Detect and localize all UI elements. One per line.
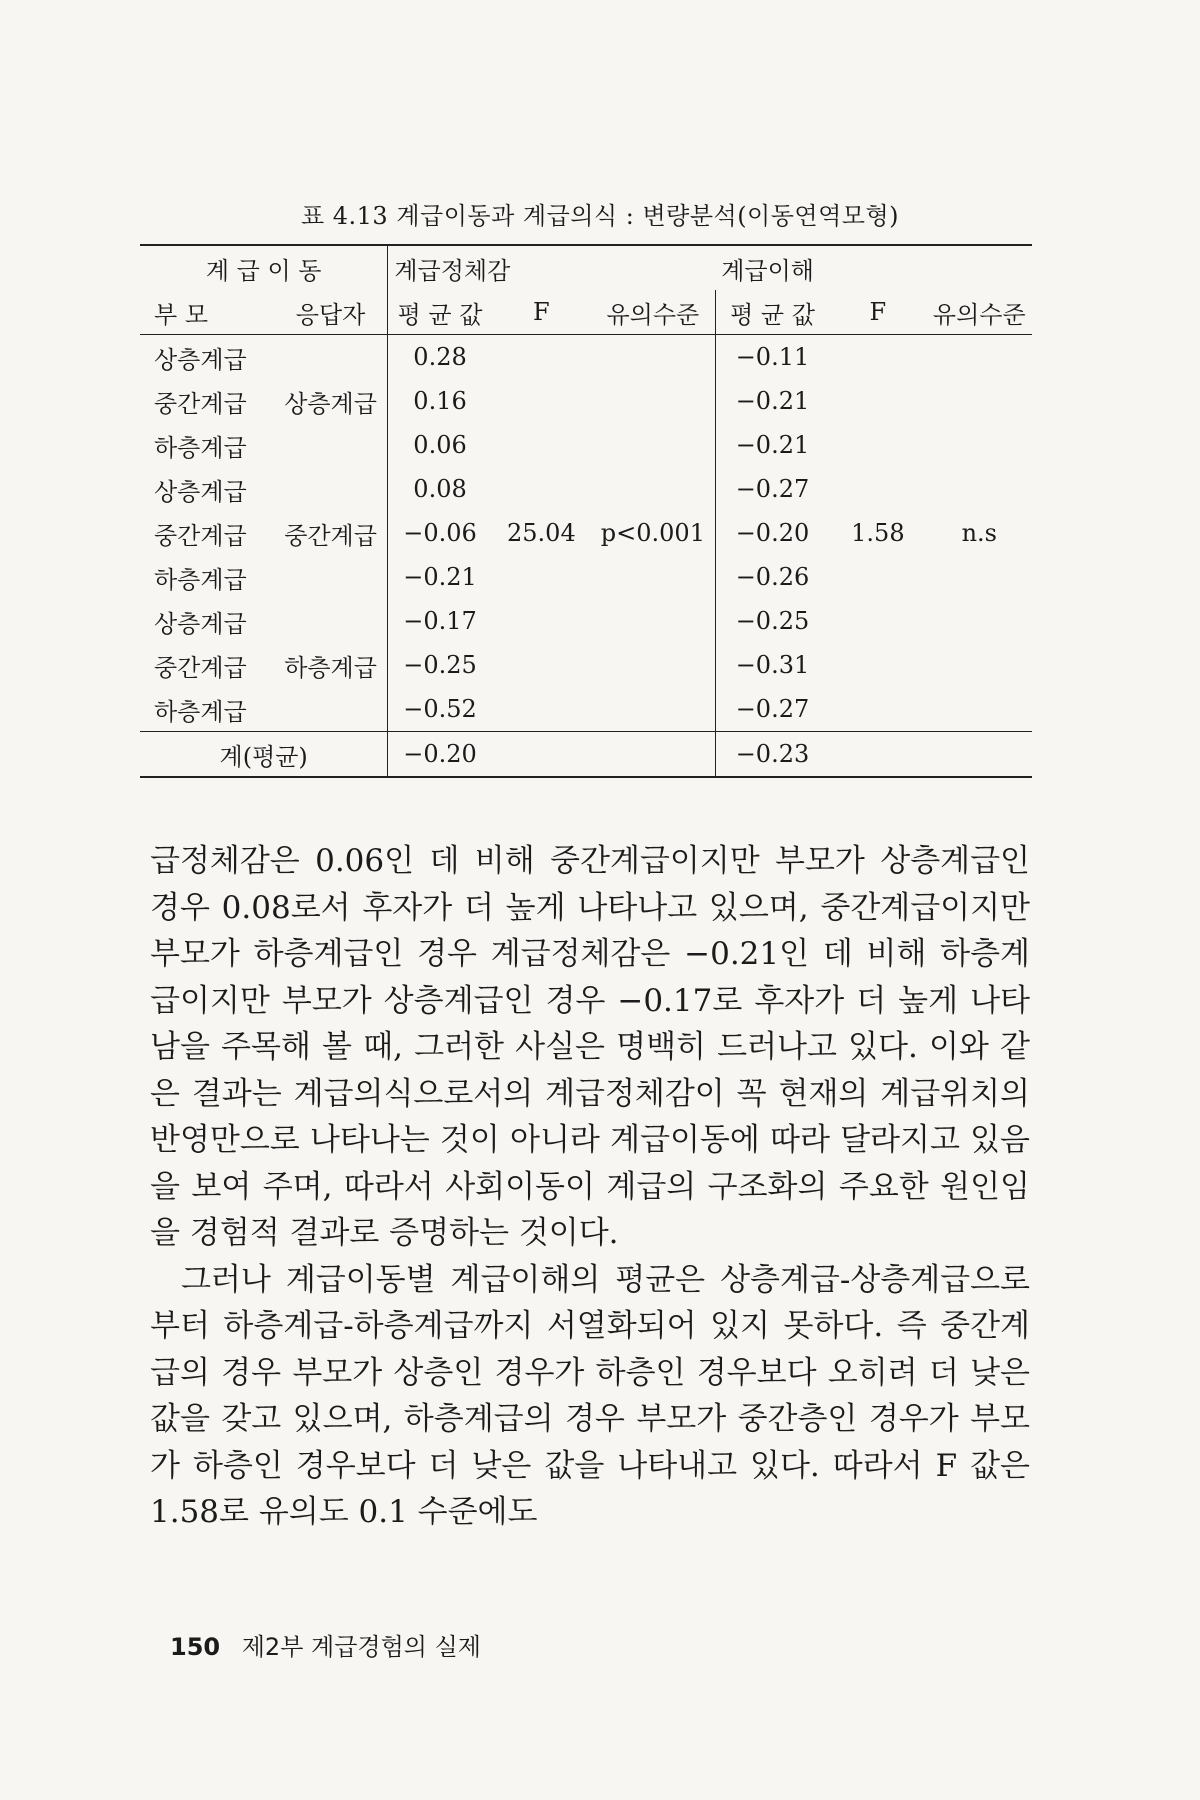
identity-significance: p<0.001	[591, 511, 715, 555]
table-row	[140, 599, 1032, 643]
table-row	[140, 379, 1032, 423]
parent-class: 하층계급	[154, 565, 247, 594]
table-row	[140, 555, 1032, 599]
parent-class: 하층계급	[154, 697, 247, 726]
header-respondent: 응답자	[274, 290, 388, 335]
paragraph: 그러나 계급이동별 계급이해의 평균은 상층계급-상층계급으로부터 하층계급-하층계급까지 서열화되어 있지 못하다. 즉 중간계급의 경우 부모가 상층인 경우가 하층인 경우보다 오히려 더 낮은 값을 갖고 있으며, 하층계급의 경우 부모가 중간층인 경우가 부모가 하층인 경우보다 더 낮은 값을 나타내고 있다. 따라서 F 값은 1.58로 유의도 0.1 수준에도	[150, 1261, 1030, 1530]
total-understanding-mean: −0.23	[715, 732, 829, 778]
respondent-class	[274, 687, 388, 732]
respondent-class	[274, 599, 388, 643]
table-row	[140, 511, 1032, 555]
identity-mean: 0.06	[413, 431, 467, 459]
table-row	[140, 423, 1032, 467]
parent-class: 상층계급	[154, 477, 247, 506]
header-identity-sig: 유의수준	[591, 290, 715, 335]
parent-class: 중간계급	[154, 521, 247, 550]
table-header-row-1	[140, 245, 1032, 290]
understanding-mean: −0.25	[735, 607, 810, 635]
table-caption: 표 4.13 계급이동과 계급의식 : 변량분석(이동연역모형)	[300, 202, 900, 230]
table-row	[140, 687, 1032, 732]
respondent-class: 중간계급	[274, 511, 388, 555]
identity-mean: −0.52	[403, 695, 477, 723]
anova-table	[140, 244, 1032, 778]
identity-mean: −0.25	[403, 651, 477, 679]
understanding-mean: −0.11	[735, 343, 810, 371]
page-number: 150	[170, 1633, 221, 1661]
understanding-mean: −0.27	[735, 475, 810, 503]
respondent-class	[274, 335, 388, 380]
understanding-mean: −0.31	[735, 651, 810, 679]
understanding-mean: −0.21	[735, 431, 810, 459]
parent-class: 하층계급	[154, 433, 247, 462]
respondent-class	[274, 423, 388, 467]
header-mobility: 계 급 이 동	[140, 245, 388, 290]
parent-class: 상층계급	[154, 609, 247, 638]
identity-mean: −0.21	[403, 563, 477, 591]
respondent-class	[274, 467, 388, 511]
parent-class: 중간계급	[154, 653, 247, 682]
identity-mean: 0.16	[413, 387, 467, 415]
understanding-mean: −0.20	[735, 519, 810, 547]
paragraph: 급정체감은 0.06인 데 비해 중간계급이지만 부모가 상층계급인 경우 0.08로서 후자가 더 높게 나타나고 있으며, 중간계급이지만 부모가 하층계급인 경우 계급정체감은 −0.21인 데 비해 하층계급이지만 부모가 상층계급인 경우 −0.17로 후자가 더 높게 나타남을 주목해 볼 때, 그러한 사실은 명백히 드러나고 있다. 이와 같은 결과는 계급의식으로서의 계급정체감이 꼭 현재의 계급위치의 반영만으로 나타나는 것이 아니라 계급이동에 따라 달라지고 있음을 보여 주며, 따라서 사회이동이 계급의 구조화의 주요한 원인임을 경험적 결과로 증명하는 것이다.	[150, 843, 1030, 1251]
table-row	[140, 467, 1032, 511]
understanding-mean: −0.27	[735, 695, 810, 723]
understanding-mean: −0.26	[735, 563, 810, 591]
respondent-class	[274, 555, 388, 599]
header-identity-mean: 평 균 값	[388, 290, 492, 335]
parent-class: 상층계급	[154, 345, 247, 374]
total-label: 계(평균)	[140, 732, 388, 778]
header-identity-group: 계급정체감	[388, 245, 715, 290]
table-total-row	[140, 732, 1032, 778]
header-understanding-group: 계급이해	[715, 245, 1032, 290]
respondent-class: 상층계급	[274, 379, 388, 423]
respondent-class: 하층계급	[274, 643, 388, 687]
total-identity-mean: −0.20	[388, 732, 492, 778]
identity-f-value: 25.04	[507, 519, 576, 547]
body-text	[150, 838, 1030, 1536]
understanding-f-value: 1.58	[851, 519, 905, 547]
identity-mean: −0.06	[403, 519, 477, 547]
page-footer	[170, 1627, 481, 1662]
understanding-significance: n.s	[961, 519, 997, 547]
header-understanding-mean: 평 균 값	[715, 290, 829, 335]
header-understanding-sig: 유의수준	[927, 290, 1032, 335]
identity-mean: −0.17	[403, 607, 477, 635]
table-row	[140, 335, 1032, 380]
identity-mean: 0.28	[413, 343, 467, 371]
understanding-mean: −0.21	[735, 387, 810, 415]
parent-class: 중간계급	[154, 389, 247, 418]
header-understanding-f: F	[829, 290, 926, 335]
header-parent: 부 모	[140, 290, 274, 335]
section-title: 제2부 계급경험의 실제	[241, 1633, 481, 1661]
table-row	[140, 643, 1032, 687]
identity-mean: 0.08	[413, 475, 467, 503]
table-header-row-2	[140, 290, 1032, 335]
header-identity-f: F	[492, 290, 591, 335]
